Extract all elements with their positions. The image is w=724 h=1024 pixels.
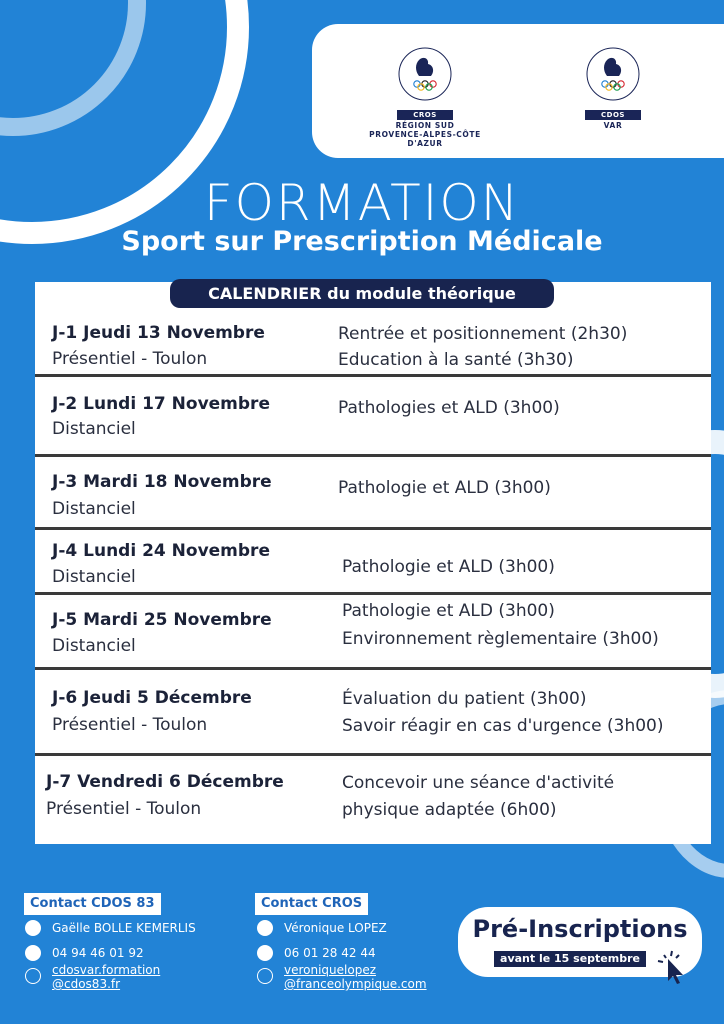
calendar-table bbox=[35, 282, 711, 844]
session-day: J-4 Lundi 24 Novembre bbox=[52, 541, 270, 561]
contact-cdos-phone[interactable]: 04 94 46 01 92 bbox=[52, 946, 144, 960]
session-mode: Présentiel - Toulon bbox=[52, 349, 208, 369]
table-row bbox=[35, 595, 711, 670]
session-day: J-2 Lundi 17 Novembre bbox=[52, 394, 270, 414]
contact-cros-name: Véronique LOPEZ bbox=[284, 921, 387, 935]
session-mode: Distanciel bbox=[52, 419, 136, 439]
session-topic: Pathologie et ALD (3h00) bbox=[338, 478, 551, 498]
phone-icon bbox=[257, 945, 273, 961]
preinscription-title: Pré-Inscriptions bbox=[472, 915, 688, 943]
contact-cdos-email-part1[interactable]: cdosvar.formation bbox=[52, 963, 161, 977]
session-topic: Pathologies et ALD (3h00) bbox=[338, 398, 560, 418]
contact-cros-email-part2[interactable]: @franceolympique.com bbox=[284, 977, 427, 991]
table-row bbox=[35, 756, 711, 844]
calendar-label: CALENDRIER du module théorique bbox=[170, 279, 554, 308]
cros-logo bbox=[350, 46, 500, 148]
session-topic: Rentrée et positionnement (2h30) bbox=[338, 324, 628, 344]
session-topic: Pathologie et ALD (3h00) bbox=[342, 557, 555, 577]
contact-cros-email-part1[interactable]: veroniquelopez bbox=[284, 963, 377, 977]
contact-cros-phone[interactable]: 06 01 28 42 44 bbox=[284, 946, 376, 960]
page-subtitle: Sport sur Prescription Médicale bbox=[121, 226, 603, 257]
session-day: J-1 Jeudi 13 Novembre bbox=[52, 323, 265, 343]
session-day: J-7 Vendredi 6 Décembre bbox=[46, 772, 284, 792]
cursor-click-icon bbox=[654, 947, 694, 987]
phone-icon bbox=[25, 945, 41, 961]
mail-icon bbox=[25, 968, 41, 984]
session-topic: Concevoir une séance d'activité bbox=[342, 773, 615, 793]
session-mode: Distanciel bbox=[52, 636, 136, 656]
session-day: J-6 Jeudi 5 Décembre bbox=[52, 688, 252, 708]
cros-region-full: PROVENCE-ALPES-CÔTE D'AZUR bbox=[369, 130, 481, 148]
table-row bbox=[35, 377, 711, 457]
preinscription-button[interactable] bbox=[458, 907, 702, 977]
cros-region: RÉGION SUD bbox=[395, 121, 455, 130]
session-topic: Évaluation du patient (3h00) bbox=[342, 689, 587, 709]
session-topic: Savoir réagir en cas d'urgence (3h00) bbox=[342, 716, 664, 736]
rooster-emblem-icon bbox=[397, 46, 453, 102]
session-topic: physique adaptée (6h00) bbox=[342, 800, 557, 820]
page-title: FORMATION bbox=[203, 174, 521, 232]
table-row bbox=[35, 457, 711, 530]
cdos-tag: CDOS bbox=[585, 110, 641, 120]
contact-cdos-email-part2[interactable]: @cdos83.fr bbox=[52, 977, 121, 991]
contact-cdos-name: Gaëlle BOLLE KEMERLIS bbox=[52, 921, 196, 935]
cros-tag: CROS bbox=[397, 110, 453, 120]
logo-panel bbox=[312, 24, 724, 158]
person-icon bbox=[257, 920, 273, 936]
session-mode: Distanciel bbox=[52, 499, 136, 519]
session-day: J-5 Mardi 25 Novembre bbox=[52, 610, 272, 630]
table-row bbox=[35, 670, 711, 756]
session-day: J-3 Mardi 18 Novembre bbox=[52, 472, 272, 492]
session-topic: Pathologie et ALD (3h00) bbox=[342, 601, 555, 621]
table-row bbox=[35, 530, 711, 595]
contact-cros-label: Contact CROS bbox=[255, 893, 368, 915]
rooster-emblem-icon bbox=[585, 46, 641, 102]
mail-icon bbox=[257, 968, 273, 984]
session-mode: Présentiel - Toulon bbox=[46, 799, 202, 819]
contact-cdos-label: Contact CDOS 83 bbox=[24, 893, 161, 915]
person-icon bbox=[25, 920, 41, 936]
cdos-logo bbox=[538, 46, 688, 130]
cdos-region: VAR bbox=[603, 121, 623, 130]
session-topic: Education à la santé (3h30) bbox=[338, 350, 574, 370]
preinscription-deadline: avant le 15 septembre bbox=[494, 951, 646, 967]
session-topic: Environnement règlementaire (3h00) bbox=[342, 629, 659, 649]
session-mode: Présentiel - Toulon bbox=[52, 715, 208, 735]
session-mode: Distanciel bbox=[52, 567, 136, 587]
